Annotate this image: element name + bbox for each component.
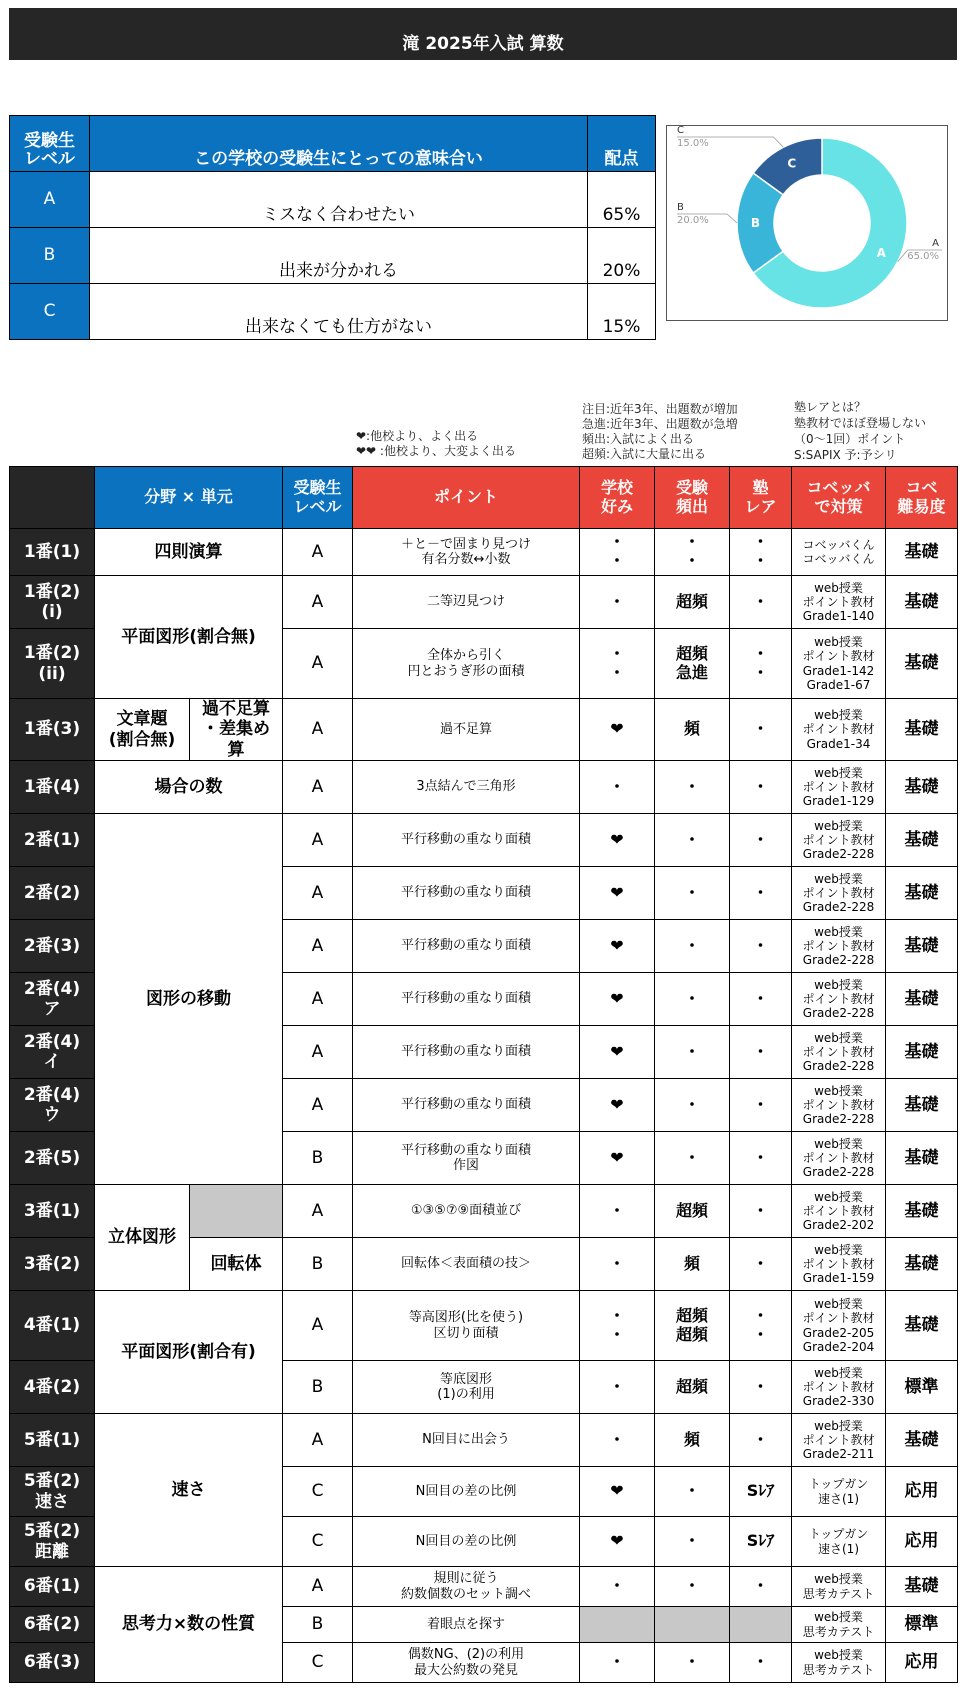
school-preference-cell: ・ [580, 576, 655, 629]
point-cell: 平行移動の重なり面積 [353, 1079, 580, 1132]
difficulty-cell: 基礎 [886, 761, 958, 814]
slice-category-label: C [677, 126, 684, 136]
cobe-material-cell: web授業 思考カテスト [792, 1643, 886, 1683]
frequency-cell: 超頻 [655, 1185, 730, 1238]
rare-note: 塾教材でほぼ登場しない [794, 416, 927, 430]
point-cell: 平行移動の重なり面積 [353, 973, 580, 1026]
question-cell: 6番(3) [10, 1643, 95, 1683]
unit-cell: 場合の数 [95, 761, 283, 814]
unit-cell: 立体図形 [95, 1185, 190, 1291]
unit-header: 分野 × 単元 [95, 467, 283, 529]
question-cell: 6番(1) [10, 1567, 95, 1607]
main-table-header [10, 467, 958, 529]
frequency-cell: ・ [655, 1517, 730, 1567]
frequency-legend [582, 402, 738, 462]
question-cell: 1番(4) [10, 761, 95, 814]
rarity-cell: ・ ・ [730, 1291, 792, 1361]
difficulty-cell: 基礎 [886, 1414, 958, 1467]
donut-chart [666, 125, 948, 321]
cobe-material-cell: web授業 ポイント教材 Grade2-228 [792, 1026, 886, 1079]
point-cell: 規則に従う 約数個数のセット調べ [353, 1567, 580, 1607]
level-header: 受験生 レベル [10, 116, 90, 172]
difficulty-cell: 基礎 [886, 920, 958, 973]
frequency-cell: 頻 [655, 1238, 730, 1291]
difficulty-cell: 基礎 [886, 576, 958, 629]
level-cell: A [283, 1414, 353, 1467]
rarity-cell: ・ [730, 1185, 792, 1238]
cobe-material-cell: web授業 ポイント教材 Grade2-228 [792, 867, 886, 920]
unit-cell: 四則演算 [95, 529, 283, 576]
point-cell: 偶数NG、(2)の利用 最大公約数の発見 [353, 1643, 580, 1683]
rarity-cell: ・ [730, 1026, 792, 1079]
rarity-cell: ・ [730, 973, 792, 1026]
school-preference-cell: ・ [580, 1185, 655, 1238]
difficulty-cell: 基礎 [886, 1238, 958, 1291]
question-cell: 1番(2) (i) [10, 576, 95, 629]
point-cell: 平行移動の重なり面積 [353, 814, 580, 867]
cobe-material-cell: web授業 思考カテスト [792, 1607, 886, 1643]
slice-category-label: A [932, 238, 939, 249]
difficulty-cell: 基礎 [886, 1567, 958, 1607]
unit-cell: 思考力×数の性質 [95, 1567, 283, 1683]
subunit-blank-cell [190, 1185, 283, 1238]
point-cell: ＋と－で固まり見つけ 有名分数↔小数 [353, 529, 580, 576]
unit-cell: 図形の移動 [95, 814, 283, 1185]
difficulty-cell: 基礎 [886, 699, 958, 761]
meaning-header: この学校の受験生にとっての意味合い [90, 116, 588, 172]
unit-cell: 速さ [95, 1414, 283, 1567]
point-cell: N回目に出会う [353, 1414, 580, 1467]
exam-analysis-table [9, 466, 958, 1683]
frequency-cell: ・ [655, 761, 730, 814]
heart-legend [356, 429, 516, 459]
school-preference-cell: ❤ [580, 867, 655, 920]
level-cell: C [10, 284, 90, 340]
slice-label: B [750, 216, 761, 230]
title-text: 滝 2025年入試 算数 [402, 34, 564, 54]
difficulty-cell: 基礎 [886, 1185, 958, 1238]
cobe-material-cell: web授業 ポイント教材 Grade1-142 Grade1-67 [792, 629, 886, 699]
table-row [10, 284, 656, 340]
school-preference-cell: ❤ [580, 1132, 655, 1185]
slice-value-label: 15.0% [677, 138, 709, 149]
frequency-cell: ・ [655, 814, 730, 867]
frequency-cell: ・ [655, 1079, 730, 1132]
question-cell: 2番(4) ウ [10, 1079, 95, 1132]
school-preference-cell: ・ ・ [580, 529, 655, 576]
difficulty-cell: 基礎 [886, 1291, 958, 1361]
level-table-header [10, 116, 656, 172]
question-cell: 3番(2) [10, 1238, 95, 1291]
cobe-material-cell: web授業 ポイント教材 Grade2-330 [792, 1361, 886, 1414]
unit-cell: 文章題 (割合無) [95, 699, 190, 761]
point-cell: 等底図形 (1)の利用 [353, 1361, 580, 1414]
rarity-cell: ・ [730, 1643, 792, 1683]
level-cell: B [283, 1361, 353, 1414]
school-preference-cell [580, 1607, 655, 1643]
rarity-cell: ・ [730, 1567, 792, 1607]
cobe-material-cell: トップガン 速さ(1) [792, 1517, 886, 1567]
difficulty-cell: 応用 [886, 1517, 958, 1567]
level-table [9, 115, 656, 340]
school-preference-cell: ・ [580, 761, 655, 814]
point-cell: 二等辺見つけ [353, 576, 580, 629]
level-cell: B [283, 1607, 353, 1643]
level-cell: A [283, 529, 353, 576]
school-preference-cell: ❤ [580, 1079, 655, 1132]
rarity-cell: ・ [730, 814, 792, 867]
frequency-cell: ・ [655, 1567, 730, 1607]
frequency-cell [655, 1607, 730, 1643]
share-cell: 65% [588, 172, 656, 228]
difficulty-cell: 基礎 [886, 1026, 958, 1079]
question-header [10, 467, 95, 529]
level-cell: A [10, 172, 90, 228]
school-preference-cell: ・ ・ [580, 1291, 655, 1361]
rarity-cell: ・ [730, 576, 792, 629]
subunit-cell: 過不足算 ・差集め 算 [190, 699, 283, 761]
cobe-material-cell: web授業 ポイント教材 Grade2-228 [792, 973, 886, 1026]
slice-category-label: B [677, 202, 684, 213]
question-cell: 6番(2) [10, 1607, 95, 1643]
level-cell: A [283, 576, 353, 629]
share-cell: 20% [588, 228, 656, 284]
point-cell: 過不足算 [353, 699, 580, 761]
question-cell: 1番(1) [10, 529, 95, 576]
point-cell: 回転体＜表面積の技＞ [353, 1238, 580, 1291]
school-preference-cell: ・ ・ [580, 629, 655, 699]
donut-svg [667, 126, 947, 320]
rarity-cell [730, 1607, 792, 1643]
meaning-cell: 出来が分かれる [90, 228, 588, 284]
difficulty-cell: 基礎 [886, 629, 958, 699]
school-preference-cell: ・ [580, 1567, 655, 1607]
frequency-cell: 頻 [655, 699, 730, 761]
frequency-cell: ・ ・ [655, 529, 730, 576]
frequency-cell: 超頻 超頻 [655, 1291, 730, 1361]
difficulty-cell: 基礎 [886, 1079, 958, 1132]
question-cell: 1番(3) [10, 699, 95, 761]
rarity-cell: ・ [730, 867, 792, 920]
level-cell: A [283, 699, 353, 761]
heart-note: ❤:他校より、よく出る [356, 429, 479, 443]
frequency-cell: 超頻 [655, 1361, 730, 1414]
point-cell: 等高図形(比を使う) 区切り面積 [353, 1291, 580, 1361]
share-header: 配点 [588, 116, 656, 172]
frequency-cell: ・ [655, 1467, 730, 1517]
point-cell: N回目の差の比例 [353, 1517, 580, 1567]
cobe-material-cell: web授業 ポイント教材 Grade2-211 [792, 1414, 886, 1467]
level-header: 受験生 レベル [283, 467, 353, 529]
rarity-cell: ・ [730, 761, 792, 814]
level-cell: B [283, 1132, 353, 1185]
frequency-note: 超頻:入試に大量に出る [582, 447, 707, 461]
level-cell: C [283, 1643, 353, 1683]
point-cell: 3点結んで三角形 [353, 761, 580, 814]
difficulty-cell: 基礎 [886, 814, 958, 867]
difficulty-cell: 基礎 [886, 867, 958, 920]
frequency-cell: ・ [655, 973, 730, 1026]
question-cell: 3番(1) [10, 1185, 95, 1238]
slice-label: C [787, 156, 797, 171]
frequency-cell: ・ [655, 1132, 730, 1185]
school-header: 学校 好み [580, 467, 655, 529]
level-cell: A [283, 973, 353, 1026]
rarity-cell: ・ [730, 1079, 792, 1132]
school-preference-cell: ❤ [580, 973, 655, 1026]
table-row [10, 172, 656, 228]
school-preference-cell: ・ [580, 1238, 655, 1291]
school-preference-cell: ❤ [580, 1026, 655, 1079]
level-cell: C [283, 1467, 353, 1517]
rare-legend [794, 399, 926, 463]
frequency-note: 急進:近年3年、出題数が急増 [582, 417, 738, 431]
level-cell: A [283, 761, 353, 814]
table-row [10, 814, 958, 867]
school-preference-cell: ❤ [580, 699, 655, 761]
question-cell: 2番(2) [10, 867, 95, 920]
meaning-cell: ミスなく合わせたい [90, 172, 588, 228]
difficulty-cell: 応用 [886, 1643, 958, 1683]
table-row [10, 1291, 958, 1361]
frequency-note: 頻出:入試によく出る [582, 432, 695, 446]
level-cell: A [283, 1185, 353, 1238]
difficulty-cell: 応用 [886, 1467, 958, 1517]
cobe-material-cell: コベッバくん コベッバくん [792, 529, 886, 576]
cobe-material-cell: web授業 ポイント教材 Grade1-34 [792, 699, 886, 761]
school-preference-cell: ❤ [580, 814, 655, 867]
school-preference-cell: ❤ [580, 920, 655, 973]
rare-header: 塾 レア [730, 467, 792, 529]
cobe-material-cell: web授業 ポイント教材 Grade2-228 [792, 814, 886, 867]
school-preference-cell: ❤ [580, 1517, 655, 1567]
question-cell: 2番(1) [10, 814, 95, 867]
cobe-header: コベッバ で対策 [792, 467, 886, 529]
rarity-cell: Sﾚｱ [730, 1467, 792, 1517]
slice-value-label: 20.0% [677, 215, 709, 226]
frequency-cell: 超頻 [655, 576, 730, 629]
rare-note: （0～1回）ポイント [794, 432, 906, 446]
question-cell: 2番(4) イ [10, 1026, 95, 1079]
cobe-material-cell: web授業 ポイント教材 Grade2-202 [792, 1185, 886, 1238]
table-row [10, 576, 958, 629]
table-row [10, 699, 958, 761]
rarity-cell: ・ ・ [730, 629, 792, 699]
level-cell: A [283, 814, 353, 867]
rarity-cell: ・ [730, 1132, 792, 1185]
cobe-material-cell: web授業 ポイント教材 Grade2-228 [792, 920, 886, 973]
school-preference-cell: ・ [580, 1414, 655, 1467]
frequency-cell: 超頻 急進 [655, 629, 730, 699]
level-cell: B [10, 228, 90, 284]
rarity-cell: ・ [730, 1414, 792, 1467]
meaning-cell: 出来なくても仕方がない [90, 284, 588, 340]
table-row [10, 1414, 958, 1467]
cobe-material-cell: web授業 ポイント教材 Grade1-129 [792, 761, 886, 814]
slice-value-label: 65.0% [907, 251, 939, 262]
unit-cell: 平面図形(割合有) [95, 1291, 283, 1414]
level-cell: A [283, 920, 353, 973]
freq-header: 受験 頻出 [655, 467, 730, 529]
table-row [10, 228, 656, 284]
rare-note: S:SAPIX 予:予シリ [794, 448, 897, 462]
point-cell: 平行移動の重なり面積 作図 [353, 1132, 580, 1185]
level-cell: B [283, 1238, 353, 1291]
page-title [9, 8, 957, 60]
point-cell: 平行移動の重なり面積 [353, 1026, 580, 1079]
table-row [10, 529, 958, 576]
question-cell: 5番(2) 距離 [10, 1517, 95, 1567]
table-row [10, 1185, 958, 1238]
rare-note: 塾レアとは？ [794, 400, 867, 414]
difficulty-cell: 基礎 [886, 1132, 958, 1185]
table-row [10, 761, 958, 814]
cobe-material-cell: web授業 思考カテスト [792, 1567, 886, 1607]
frequency-cell: ・ [655, 1643, 730, 1683]
difficulty-cell: 基礎 [886, 973, 958, 1026]
cobe-material-cell: web授業 ポイント教材 Grade2-228 [792, 1132, 886, 1185]
point-header: ポイント [353, 467, 580, 529]
subunit-cell: 回転体 [190, 1238, 283, 1291]
table-row [10, 1567, 958, 1607]
difficulty-header: コベ 難易度 [886, 467, 958, 529]
cobe-material-cell: トップガン 速さ(1) [792, 1467, 886, 1517]
question-cell: 4番(2) [10, 1361, 95, 1414]
level-cell: A [283, 629, 353, 699]
share-cell: 15% [588, 284, 656, 340]
question-cell: 1番(2) (ii) [10, 629, 95, 699]
question-cell: 2番(4) ア [10, 973, 95, 1026]
rarity-cell: ・ ・ [730, 529, 792, 576]
difficulty-cell: 標準 [886, 1607, 958, 1643]
question-cell: 2番(5) [10, 1132, 95, 1185]
level-cell: A [283, 867, 353, 920]
level-cell: A [283, 1567, 353, 1607]
difficulty-cell: 標準 [886, 1361, 958, 1414]
point-cell: N回目の差の比例 [353, 1467, 580, 1517]
point-cell: 平行移動の重なり面積 [353, 867, 580, 920]
question-cell: 5番(2) 速さ [10, 1467, 95, 1517]
cobe-material-cell: web授業 ポイント教材 Grade1-140 [792, 576, 886, 629]
rarity-cell: Sﾚｱ [730, 1517, 792, 1567]
school-preference-cell: ❤ [580, 1467, 655, 1517]
frequency-note: 注目:近年3年、出題数が増加 [582, 402, 738, 416]
unit-cell: 平面図形(割合無) [95, 576, 283, 699]
question-cell: 5番(1) [10, 1414, 95, 1467]
point-cell: 平行移動の重なり面積 [353, 920, 580, 973]
rarity-cell: ・ [730, 1361, 792, 1414]
cobe-material-cell: web授業 ポイント教材 Grade1-159 [792, 1238, 886, 1291]
school-preference-cell: ・ [580, 1361, 655, 1414]
level-cell: A [283, 1026, 353, 1079]
frequency-cell: ・ [655, 867, 730, 920]
cobe-material-cell: web授業 ポイント教材 Grade2-205 Grade2-204 [792, 1291, 886, 1361]
frequency-cell: 頻 [655, 1414, 730, 1467]
point-cell: ①③⑤⑦⑨面積並び [353, 1185, 580, 1238]
question-cell: 4番(1) [10, 1291, 95, 1361]
cobe-material-cell: web授業 ポイント教材 Grade2-228 [792, 1079, 886, 1132]
heart-note: ❤❤ :他校より、大変よく出る [356, 444, 516, 458]
point-cell: 着眼点を探す [353, 1607, 580, 1643]
level-cell: C [283, 1517, 353, 1567]
rarity-cell: ・ [730, 1238, 792, 1291]
point-cell: 全体から引く 円とおうぎ形の面積 [353, 629, 580, 699]
level-cell: A [283, 1291, 353, 1361]
slice-label: A [876, 246, 886, 261]
frequency-cell: ・ [655, 920, 730, 973]
rarity-cell: ・ [730, 920, 792, 973]
rarity-cell: ・ [730, 699, 792, 761]
frequency-cell: ・ [655, 1026, 730, 1079]
difficulty-cell: 基礎 [886, 529, 958, 576]
question-cell: 2番(3) [10, 920, 95, 973]
level-cell: A [283, 1079, 353, 1132]
school-preference-cell: ・ [580, 1643, 655, 1683]
